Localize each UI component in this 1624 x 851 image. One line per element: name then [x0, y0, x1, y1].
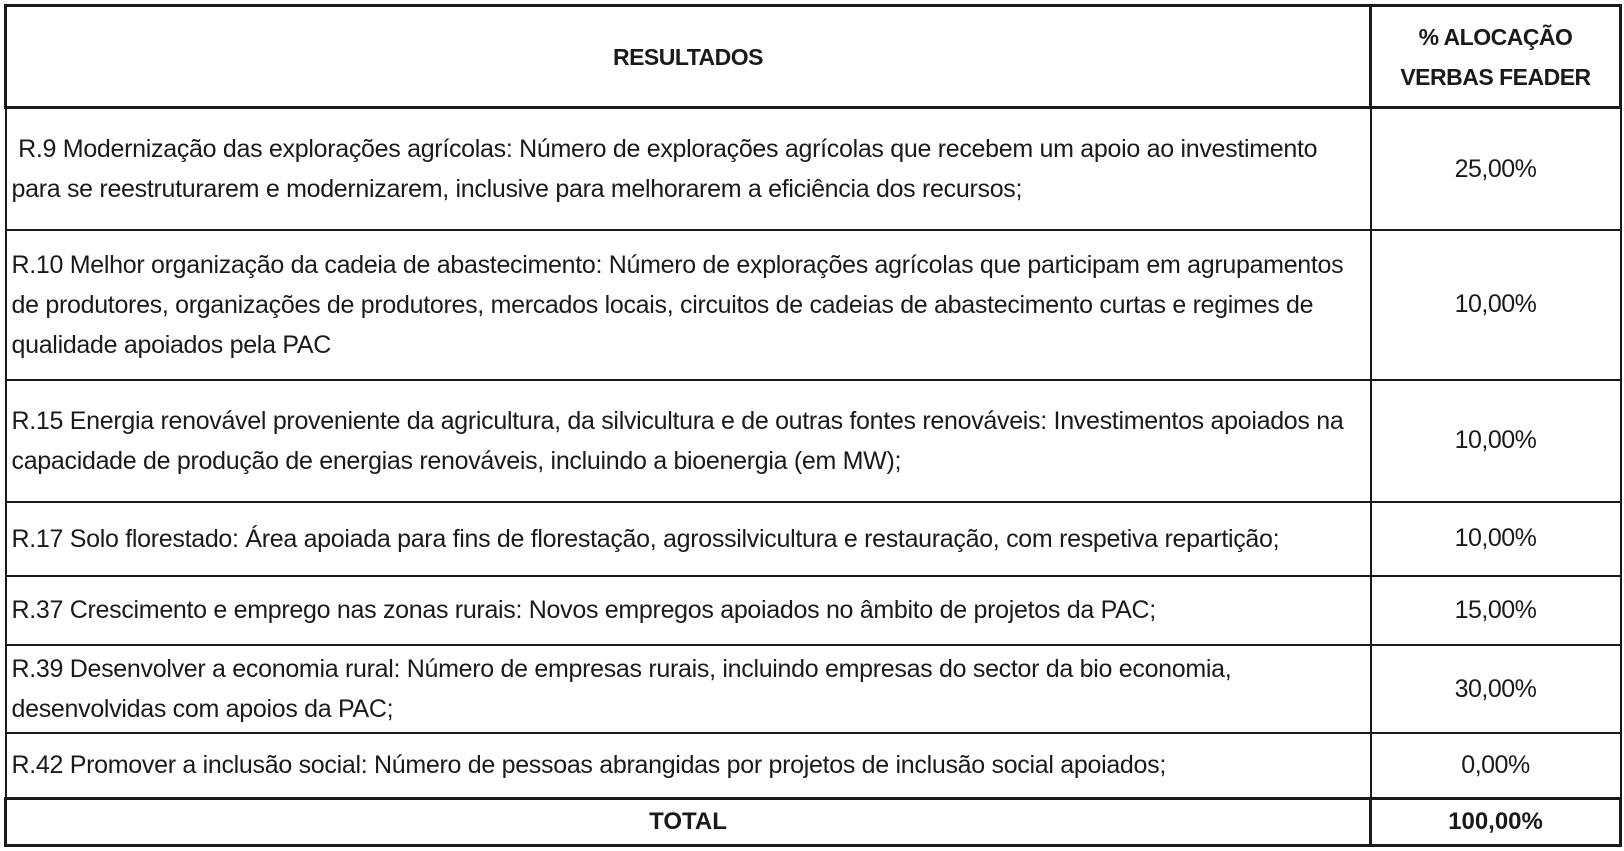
result-description-r39: R.39 Desenvolver a economia rural: Número de empresas rurais, incluindo empresas do sector da bio economia, desenvolvidas com apoios da PAC; [6, 645, 1371, 733]
allocation-value-r10: 10,00% [1371, 230, 1621, 379]
allocation-value-r9: 25,00% [1371, 108, 1621, 231]
allocation-header-line-2: VERBAS FEADER [1400, 63, 1591, 90]
result-description-r42: R.42 Promover a inclusão social: Número de pessoas abrangidas por projetos de inclusão social apoiados; [6, 733, 1371, 798]
results-column-header: RESULTADOS [6, 6, 1371, 108]
results-allocation-table [4, 4, 1622, 847]
result-description-r37: R.37 Crescimento e emprego nas zonas rurais: Novos empregos apoiados no âmbito de projetos da PAC; [6, 576, 1371, 645]
allocation-column-header [1371, 6, 1621, 108]
table-total-row [6, 798, 1621, 845]
allocation-value-r17: 10,00% [1371, 502, 1621, 576]
result-description-r17: R.17 Solo florestado: Área apoiada para fins de florestação, agrossilvicultura e restauração, com respetiva repartição; [6, 502, 1371, 576]
allocation-value-r37: 15,00% [1371, 576, 1621, 645]
table-row [6, 733, 1621, 798]
table-row [6, 230, 1621, 379]
table-row [6, 502, 1621, 576]
result-description-r9: R.9 Modernização das explorações agrícolas: Número de explorações agrícolas que recebem um apoio ao investimento para se reestruturarem e modernizarem, inclusive para melhorarem a eficiência dos recursos; [6, 108, 1371, 231]
allocation-value-r15: 10,00% [1371, 380, 1621, 503]
table-row [6, 576, 1621, 645]
result-description-r15: R.15 Energia renovável proveniente da agricultura, da silvicultura e de outras fontes renováveis: Investimentos apoiados na capacidade de produção de energias renováveis, incluindo a bioenergia (em MW); [6, 380, 1371, 503]
table-row [6, 645, 1621, 733]
result-description-r10: R.10 Melhor organização da cadeia de abastecimento: Número de explorações agrícolas que participam em agrupamentos de produtores, organizações de produtores, mercados locais, circuitos de cadeias de abastecimento curtas e regimes de qualidade apoiados pela PAC [6, 230, 1371, 379]
total-label: TOTAL [6, 798, 1371, 845]
allocation-value-r39: 30,00% [1371, 645, 1621, 733]
total-value: 100,00% [1371, 798, 1621, 845]
table-row [6, 108, 1621, 231]
table-header-row [6, 6, 1621, 108]
allocation-value-r42: 0,00% [1371, 733, 1621, 798]
table-row [6, 380, 1621, 503]
allocation-header-line-1: % ALOCAÇÃO [1418, 23, 1573, 50]
